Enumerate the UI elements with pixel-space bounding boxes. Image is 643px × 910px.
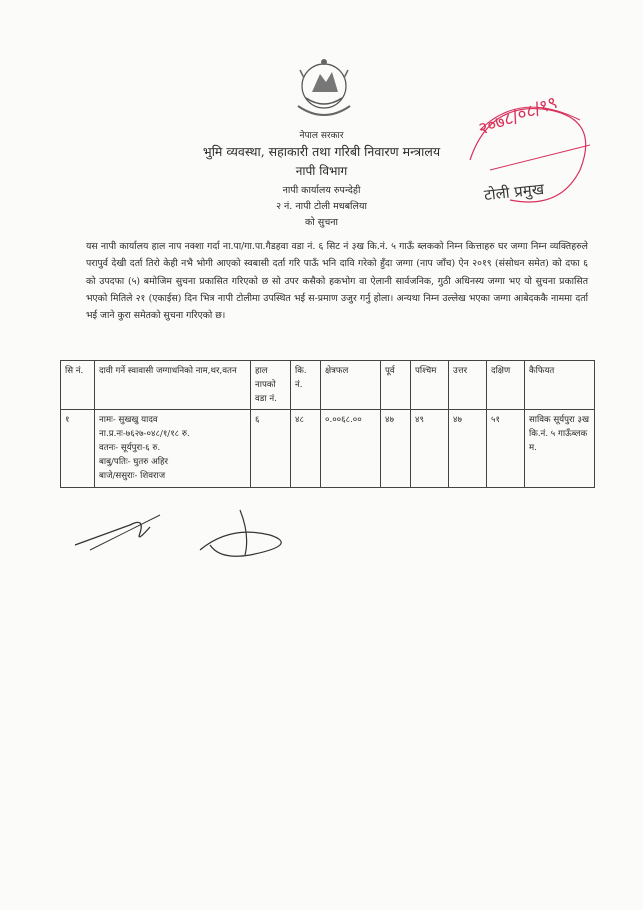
- signatures-icon: [70, 505, 310, 565]
- team-name: २ नं. नापी टोली मधबलिया: [276, 201, 367, 212]
- cell-plot: ४८: [291, 410, 321, 488]
- table-row: [61, 410, 595, 488]
- table-header-row: [61, 361, 595, 410]
- col-remarks: कैफियत: [525, 361, 595, 410]
- col-plot: कि. नं.: [291, 361, 321, 410]
- government-label: नेपाल सरकार: [299, 131, 344, 141]
- claimant-father: बाबु/पतिः- घुतरु अहिर: [99, 457, 169, 467]
- department-title: नापी विभाग: [295, 164, 348, 178]
- claimant-name: नामः- सुखखु यादव: [99, 415, 158, 425]
- col-west: पश्चिम: [411, 361, 449, 410]
- claimant-citizenship: ना.प्र.नः-७६२७-०४८/१/१८ रु.: [99, 429, 190, 439]
- claimant-grandfather: बाजे/ससुराः- शिवराज: [99, 471, 166, 481]
- col-north: उत्तर: [449, 361, 487, 410]
- cell-remarks: साविक सूर्यपुरा ३ख कि.नं. ५ गाऊँब्लक म.: [525, 410, 595, 488]
- office-name: नापी कार्यालय रुपन्देही: [282, 185, 361, 196]
- claimant-address: वतनः- सूर्यपुरा-६ रु.: [99, 443, 161, 453]
- cell-sn: १: [61, 410, 95, 488]
- ministry-title: भुमि व्यवस्था, सहाकारी तथा गरिबी निवारण मन्त्रालय: [202, 144, 441, 159]
- cell-east: ४७: [381, 410, 411, 488]
- cell-north: ४७: [449, 410, 487, 488]
- col-sn: सि नं.: [61, 361, 95, 410]
- col-claimant: दावी गर्ने स्वावासी जग्गाधनिको नाम,थर,वतन: [95, 361, 251, 410]
- cell-claimant: [95, 410, 251, 488]
- cell-area: ०.००६८.००: [321, 410, 381, 488]
- nepal-emblem-icon: [282, 48, 366, 132]
- notice-body: यस नापी कार्यालय हाल नाप नक्शा गर्दा ना.पा/गा.पा.गैडहवा वडा नं. ६ सिट नं ३ख कि.नं. ५ गाऊँ ब्लकको निम्न कित्ताहरु घर जग्गा निम्न व्यक्तिहरुले परापुर्व देखी दर्ता तिरो केही नभै भोगी आएको स्वबासी दर्ता गरि पाऊँ भनि दावि गरेको हुँदा जग्गा (नाप जाँच) ऐन २०१९ (संसोधन समेत) को दफा ६ को उपदफा (५) बमोजिम सुचना प्रकासित गरिएको छ सो उपर कसैको हकभोग वा ऐलानी सार्वजनिक, गुठी अधिनस्य जग्गा भए यो सुचना प्रकासित भएको मितिले २१ (एकाईस) दिन भित्र नापी टोलीमा उपस्थित भई स-प्रमाण उजुर गर्नु होला। अन्यथा निम्न उल्लेख भएका जग्गा आबेदककै नाममा दर्ता भई जाने कुरा समेतको सुचना गरिएको छ।: [86, 241, 588, 322]
- col-area: क्षेत्रफल: [321, 361, 381, 410]
- cell-ward: ६: [251, 410, 291, 488]
- col-ward: हाल नापको वडा नं.: [251, 361, 291, 410]
- col-south: दक्षिण: [487, 361, 525, 410]
- cell-west: ४९: [411, 410, 449, 488]
- stamp-team: टोली प्रमुख: [483, 179, 545, 205]
- stamp-date: २०७८/०८/१९: [476, 92, 561, 140]
- cell-south: ५१: [487, 410, 525, 488]
- col-east: पूर्व: [381, 361, 411, 410]
- notice-title: को सुचना: [305, 217, 338, 228]
- claims-table: [60, 360, 595, 488]
